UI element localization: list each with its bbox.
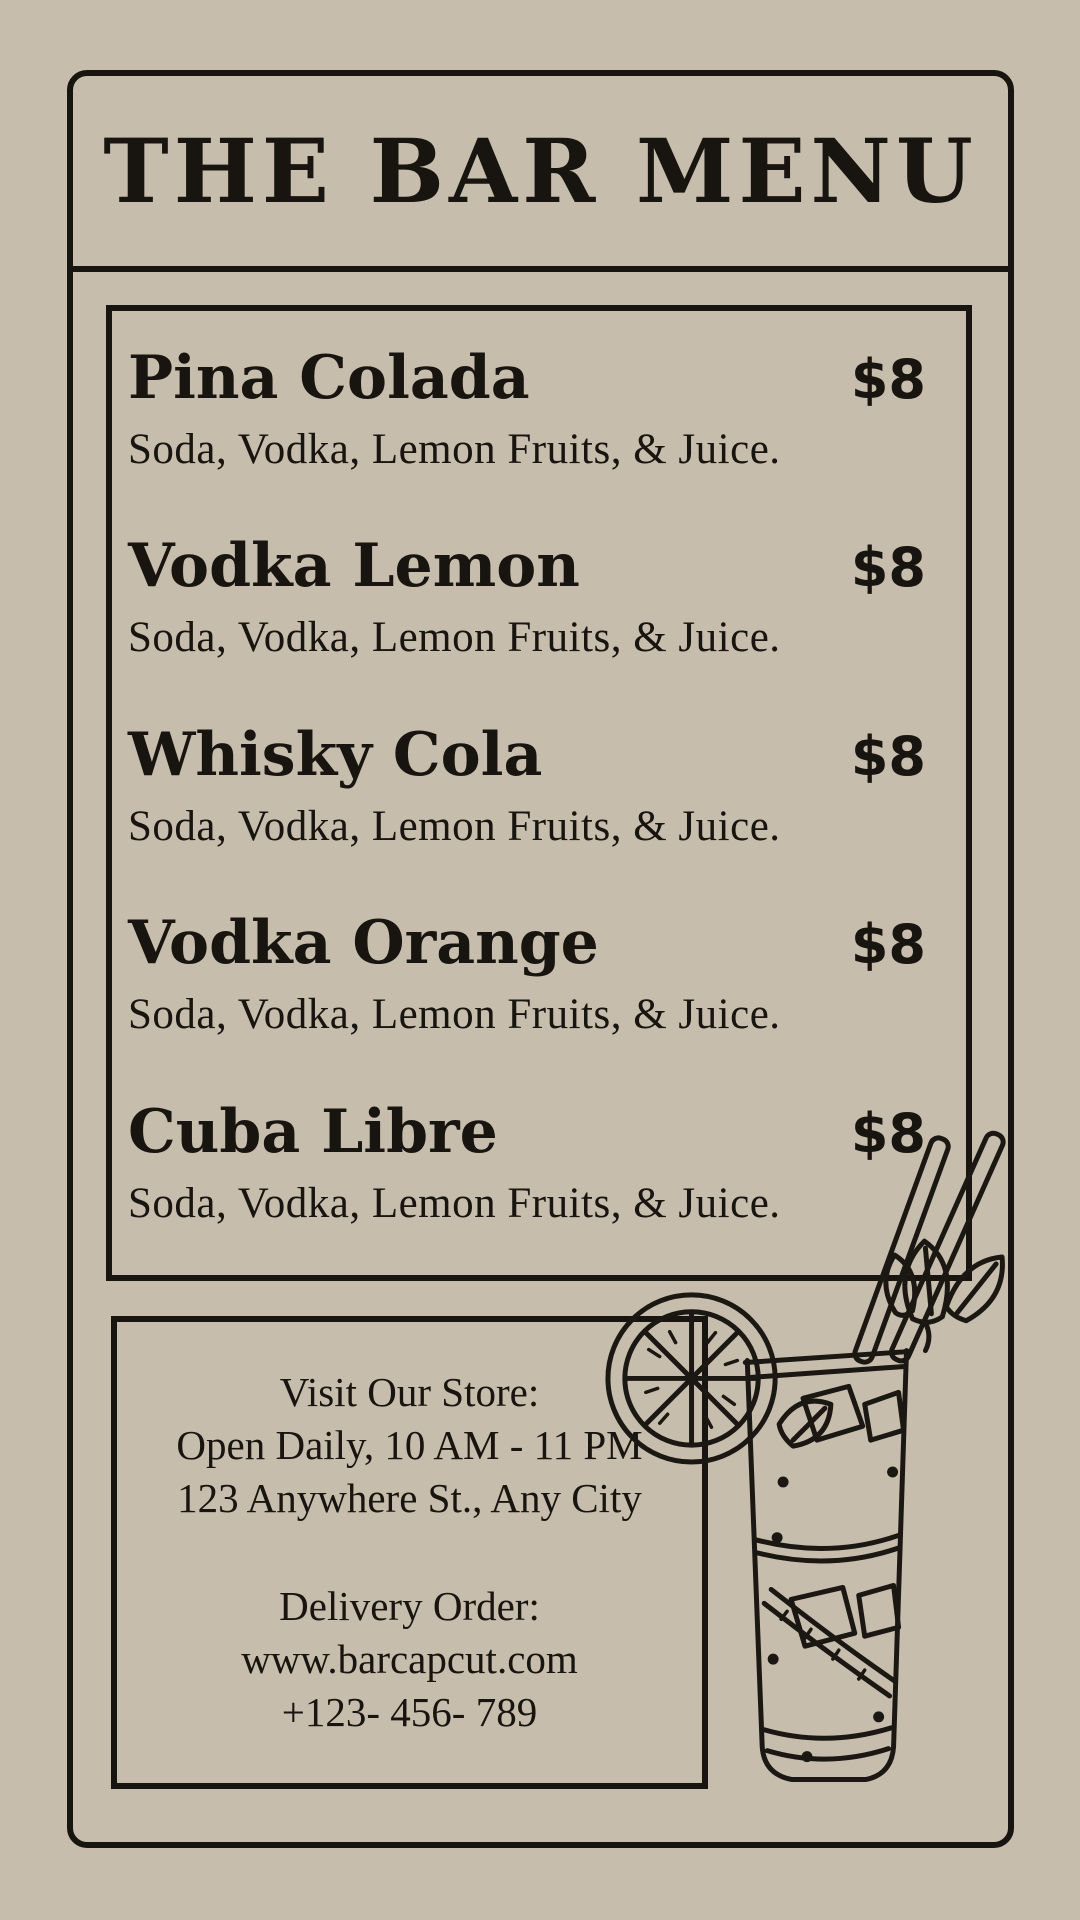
menu-item-whisky-cola <box>128 719 926 850</box>
website-url: www.barcapcut.com <box>241 1635 578 1682</box>
item-description: Soda, Vodka, Lemon Fruits, & Juice. <box>128 614 781 662</box>
item-name: Whisky Cola <box>128 719 543 790</box>
item-price: $8 <box>850 913 926 977</box>
visit-store-heading: Visit Our Store: <box>279 1368 540 1415</box>
menu-header <box>73 76 1008 272</box>
phone-number: +123- 456- 789 <box>281 1689 538 1736</box>
item-description: Soda, Vodka, Lemon Fruits, & Juice. <box>128 991 781 1039</box>
opening-hours: Open Daily, 10 AM - 11 PM <box>176 1421 643 1468</box>
page-title: THE BAR MENU <box>103 119 978 223</box>
menu-item-vodka-orange <box>128 908 926 1039</box>
menu-item-pina-colada <box>128 343 926 473</box>
item-price: $8 <box>850 1101 926 1165</box>
item-price: $8 <box>850 348 926 411</box>
item-description: Soda, Vodka, Lemon Fruits, & Juice. <box>128 802 781 850</box>
menu-item-vodka-lemon <box>128 531 926 662</box>
item-description: Soda, Vodka, Lemon Fruits, & Juice. <box>128 426 781 473</box>
store-address: 123 Anywhere St., Any City <box>177 1475 642 1522</box>
cocktail-glass-illustration <box>596 1120 1014 1820</box>
item-price: $8 <box>850 536 926 600</box>
item-name: Vodka Lemon <box>128 531 580 602</box>
item-name: Vodka Orange <box>128 908 599 979</box>
item-name: Cuba Libre <box>128 1096 498 1167</box>
item-description: Soda, Vodka, Lemon Fruits, & Juice. <box>128 1179 781 1227</box>
item-name: Pina Colada <box>128 343 530 413</box>
item-price: $8 <box>850 724 926 788</box>
delivery-heading: Delivery Order: <box>279 1582 540 1629</box>
